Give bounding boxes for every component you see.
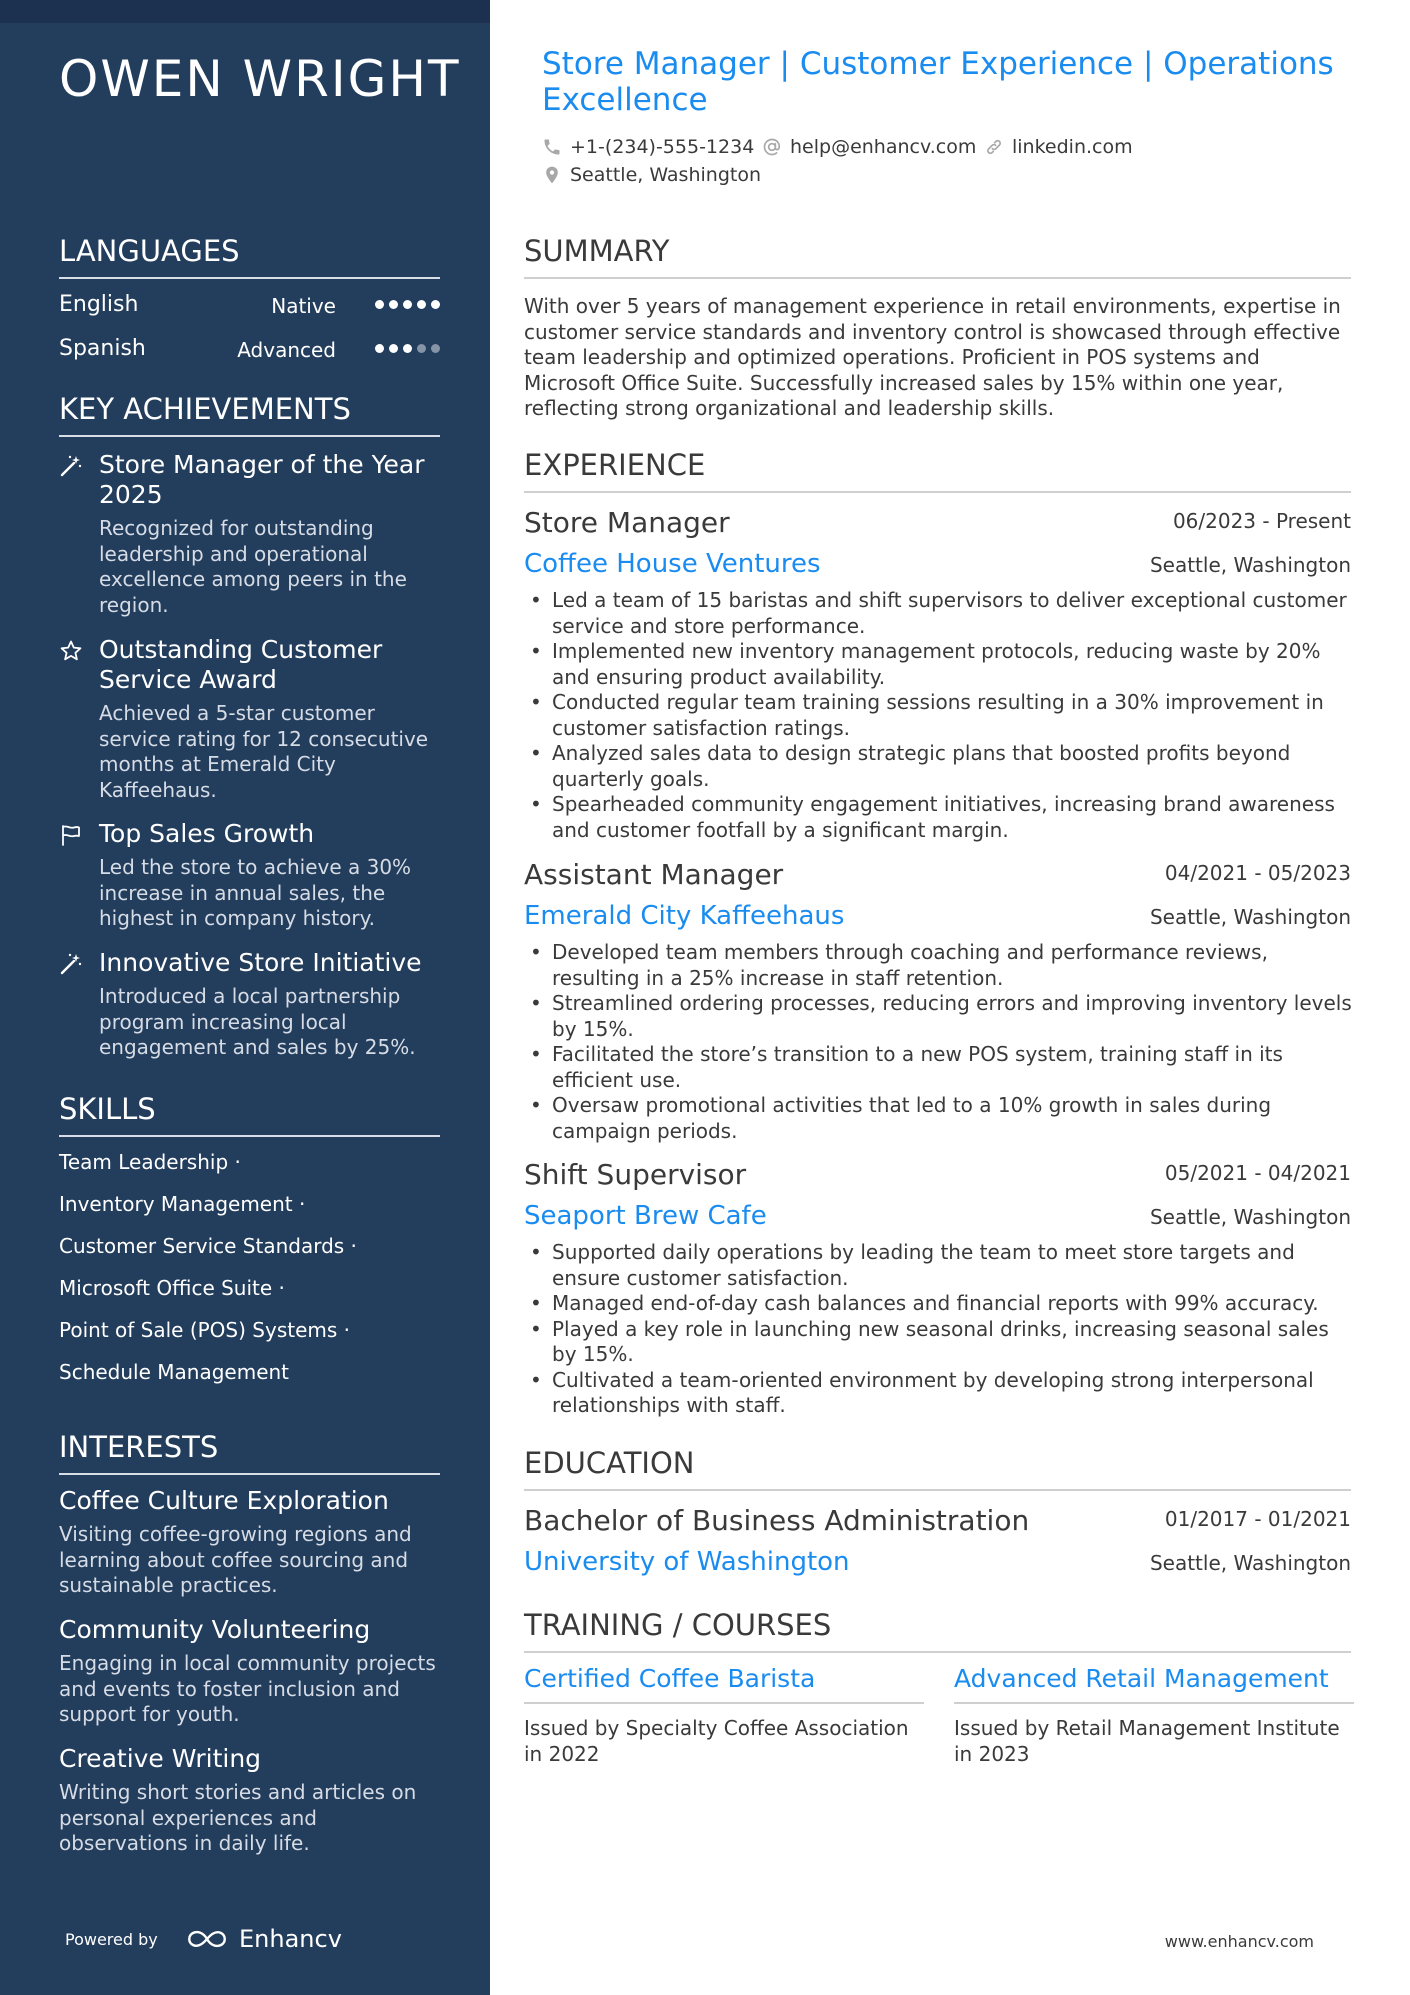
email-address: help@enhancv.com xyxy=(790,136,977,158)
skill-item: Inventory Management · xyxy=(59,1192,306,1216)
contact-phone[interactable] xyxy=(542,136,754,158)
summary-text: With over 5 years of management experience in retail environments, expertise in customer service standards and inventory control is showcased through effective team leadership and optimized operations. Proficient in POS systems and Microsoft Office Suite. Successfully increased sales by 15% within one year, reflecting strong organizational and leadership skills. xyxy=(524,294,1341,420)
job-dates: 05/2021 - 04/2021 xyxy=(1164,1161,1351,1185)
interest-item xyxy=(59,1486,440,1599)
degree-title: Bachelor of Business Administration xyxy=(524,1504,1030,1537)
experience-heading: EXPERIENCE xyxy=(524,448,1351,493)
achievement-title: Store Manager of the Year 2025 xyxy=(99,450,425,509)
company-name[interactable]: Coffee House Ventures xyxy=(524,549,821,579)
job-bullet: • Analyzed sales data to design strategic plans that boosted profits beyond quarterly goals. xyxy=(524,741,1354,792)
job-title: Assistant Manager xyxy=(524,858,784,891)
job-dates: 04/2021 - 05/2023 xyxy=(1164,861,1351,885)
location-text: Seattle, Washington xyxy=(570,164,761,186)
proficiency-dot-filled xyxy=(431,300,440,309)
education-location: Seattle, Washington xyxy=(1149,1551,1351,1575)
job-bullet: • Led a team of 15 baristas and shift supervisors to deliver exceptional customer service and store performance. xyxy=(524,588,1354,639)
interest-item xyxy=(59,1615,440,1728)
achievement-item xyxy=(59,450,440,618)
powered-by-label: Powered by xyxy=(65,1930,158,1949)
headline: Store Manager | Customer Experience | Operations Excellence xyxy=(542,46,1334,118)
proficiency-dot-filled xyxy=(389,344,398,353)
sidebar xyxy=(0,0,490,1995)
skill-item: Team Leadership · xyxy=(59,1150,241,1174)
achievement-title: Outstanding Customer Service Award xyxy=(99,635,383,694)
flag-icon xyxy=(59,823,83,847)
interest-description: Visiting coffee-growing regions and learning about coffee sourcing and sustainable practices. xyxy=(59,1522,412,1597)
skill-item: Microsoft Office Suite · xyxy=(59,1276,285,1300)
website-footer[interactable]: www.enhancv.com xyxy=(1164,1932,1314,1951)
magic-wand-icon xyxy=(59,454,83,478)
language-level: Native xyxy=(271,294,336,318)
achievement-description: Led the store to achieve a 30% increase in annual sales, the highest in company history. xyxy=(99,855,412,930)
school-name[interactable]: University of Washington xyxy=(524,1547,850,1577)
job-bullets xyxy=(524,1240,1354,1419)
enhancv-logo-icon xyxy=(185,1928,229,1950)
proficiency-dot-empty xyxy=(417,344,426,353)
job-bullet: • Streamlined ordering processes, reducing errors and improving inventory levels by 15%. xyxy=(524,991,1354,1042)
interests-heading: INTERESTS xyxy=(59,1430,440,1475)
job-bullet: • Facilitated the store’s transition to a new POS system, training staff in its efficient use. xyxy=(524,1042,1354,1093)
language-proficiency-dots xyxy=(375,344,440,353)
phone-number: +1-(234)-555-1234 xyxy=(570,136,755,158)
interest-description: Writing short stories and articles on personal experiences and observations in daily life. xyxy=(59,1780,417,1855)
interest-title: Coffee Culture Exploration xyxy=(59,1486,389,1515)
star-icon xyxy=(59,639,83,663)
course-item xyxy=(524,1664,924,1767)
job-location: Seattle, Washington xyxy=(1149,1205,1351,1229)
interest-item xyxy=(59,1744,440,1857)
at-sign-icon xyxy=(762,137,782,157)
sidebar-top-band xyxy=(0,0,490,23)
course-item xyxy=(954,1664,1354,1767)
job-bullet: • Managed end-of-day cash balances and financial reports with 99% accuracy. xyxy=(524,1291,1354,1317)
achievement-title: Top Sales Growth xyxy=(99,819,315,848)
job-location: Seattle, Washington xyxy=(1149,905,1351,929)
course-description: Issued by Retail Management Institute in 2023 xyxy=(954,1716,1340,1766)
summary-heading: SUMMARY xyxy=(524,234,1351,279)
achievement-item xyxy=(59,635,440,803)
job-location: Seattle, Washington xyxy=(1149,553,1351,577)
language-name: English xyxy=(59,292,139,317)
language-name: Spanish xyxy=(59,336,146,361)
languages-heading: LANGUAGES xyxy=(59,234,440,279)
job-dates: 06/2023 - Present xyxy=(1172,509,1351,533)
interest-title: Community Volunteering xyxy=(59,1615,371,1644)
enhancv-brand-name: Enhancv xyxy=(239,1925,342,1953)
company-name[interactable]: Emerald City Kaffeehaus xyxy=(524,901,845,931)
job-bullet: • Supported daily operations by leading the team to meet store targets and ensure customer satisfaction. xyxy=(524,1240,1354,1291)
course-title: Advanced Retail Management xyxy=(954,1664,1354,1704)
achievement-title: Innovative Store Initiative xyxy=(99,948,422,977)
job-bullet: • Conducted regular team training sessions resulting in a 30% improvement in customer satisfaction ratings. xyxy=(524,690,1354,741)
proficiency-dot-filled xyxy=(375,300,384,309)
job-bullets xyxy=(524,940,1354,1144)
language-row xyxy=(59,336,440,370)
training-heading: TRAINING / COURSES xyxy=(524,1608,1351,1653)
achievement-item xyxy=(59,948,440,1061)
job-bullets xyxy=(524,588,1354,843)
link-icon xyxy=(984,137,1004,157)
proficiency-dot-filled xyxy=(403,300,412,309)
job-bullet: • Played a key role in launching new seasonal drinks, increasing seasonal sales by 15%. xyxy=(524,1317,1354,1368)
contact-email[interactable] xyxy=(762,136,976,158)
education-dates: 01/2017 - 01/2021 xyxy=(1164,1507,1351,1531)
key-achievements-heading: KEY ACHIEVEMENTS xyxy=(59,392,440,437)
candidate-name: OWEN WRIGHT xyxy=(59,50,461,108)
proficiency-dot-filled xyxy=(375,344,384,353)
achievement-description: Achieved a 5-star customer service rating for 12 consecutive months at Emerald City Kaffeehaus. xyxy=(99,701,429,802)
job-bullet: • Developed team members through coaching and performance reviews, resulting in a 25% increase in staff retention. xyxy=(524,940,1354,991)
contact-linkedin[interactable] xyxy=(984,136,1133,158)
course-title: Certified Coffee Barista xyxy=(524,1664,924,1704)
location-pin-icon xyxy=(542,165,562,185)
achievement-description: Recognized for outstanding leadership and operational excellence among peers in the region. xyxy=(99,516,407,617)
job-title: Store Manager xyxy=(524,506,730,539)
education-heading: EDUCATION xyxy=(524,1446,1351,1491)
job-title: Shift Supervisor xyxy=(524,1158,747,1191)
language-level: Advanced xyxy=(237,338,336,362)
skill-item: Point of Sale (POS) Systems · xyxy=(59,1318,350,1342)
phone-icon xyxy=(542,137,562,157)
skill-item: Customer Service Standards · xyxy=(59,1234,357,1258)
enhancv-logo[interactable] xyxy=(185,1925,342,1953)
contact-location xyxy=(542,164,761,186)
skill-item: Schedule Management xyxy=(59,1360,290,1384)
interest-title: Creative Writing xyxy=(59,1744,262,1773)
magic-wand-icon xyxy=(59,952,83,976)
language-proficiency-dots xyxy=(375,300,440,309)
proficiency-dot-filled xyxy=(417,300,426,309)
linkedin-url: linkedin.com xyxy=(1012,136,1133,158)
achievement-description: Introduced a local partnership program increasing local engagement and sales by 25%. xyxy=(99,984,416,1059)
achievement-item xyxy=(59,819,440,932)
course-description: Issued by Specialty Coffee Association in 2022 xyxy=(524,1716,909,1766)
interest-description: Engaging in local community projects and events to foster inclusion and support for youth. xyxy=(59,1651,436,1726)
job-bullet: • Oversaw promotional activities that led to a 10% growth in sales during campaign periods. xyxy=(524,1093,1354,1144)
skills-heading: SKILLS xyxy=(59,1092,440,1137)
main-content xyxy=(490,0,1410,1995)
job-bullet: • Cultivated a team-oriented environment by developing strong interpersonal relationships with staff. xyxy=(524,1368,1354,1419)
company-name[interactable]: Seaport Brew Cafe xyxy=(524,1201,767,1231)
proficiency-dot-empty xyxy=(431,344,440,353)
proficiency-dot-filled xyxy=(389,300,398,309)
job-bullet: • Implemented new inventory management protocols, reducing waste by 20% and ensuring product availability. xyxy=(524,639,1354,690)
language-row xyxy=(59,292,440,326)
proficiency-dot-filled xyxy=(403,344,412,353)
job-bullet: • Spearheaded community engagement initiatives, increasing brand awareness and customer footfall by a significant margin. xyxy=(524,792,1354,843)
